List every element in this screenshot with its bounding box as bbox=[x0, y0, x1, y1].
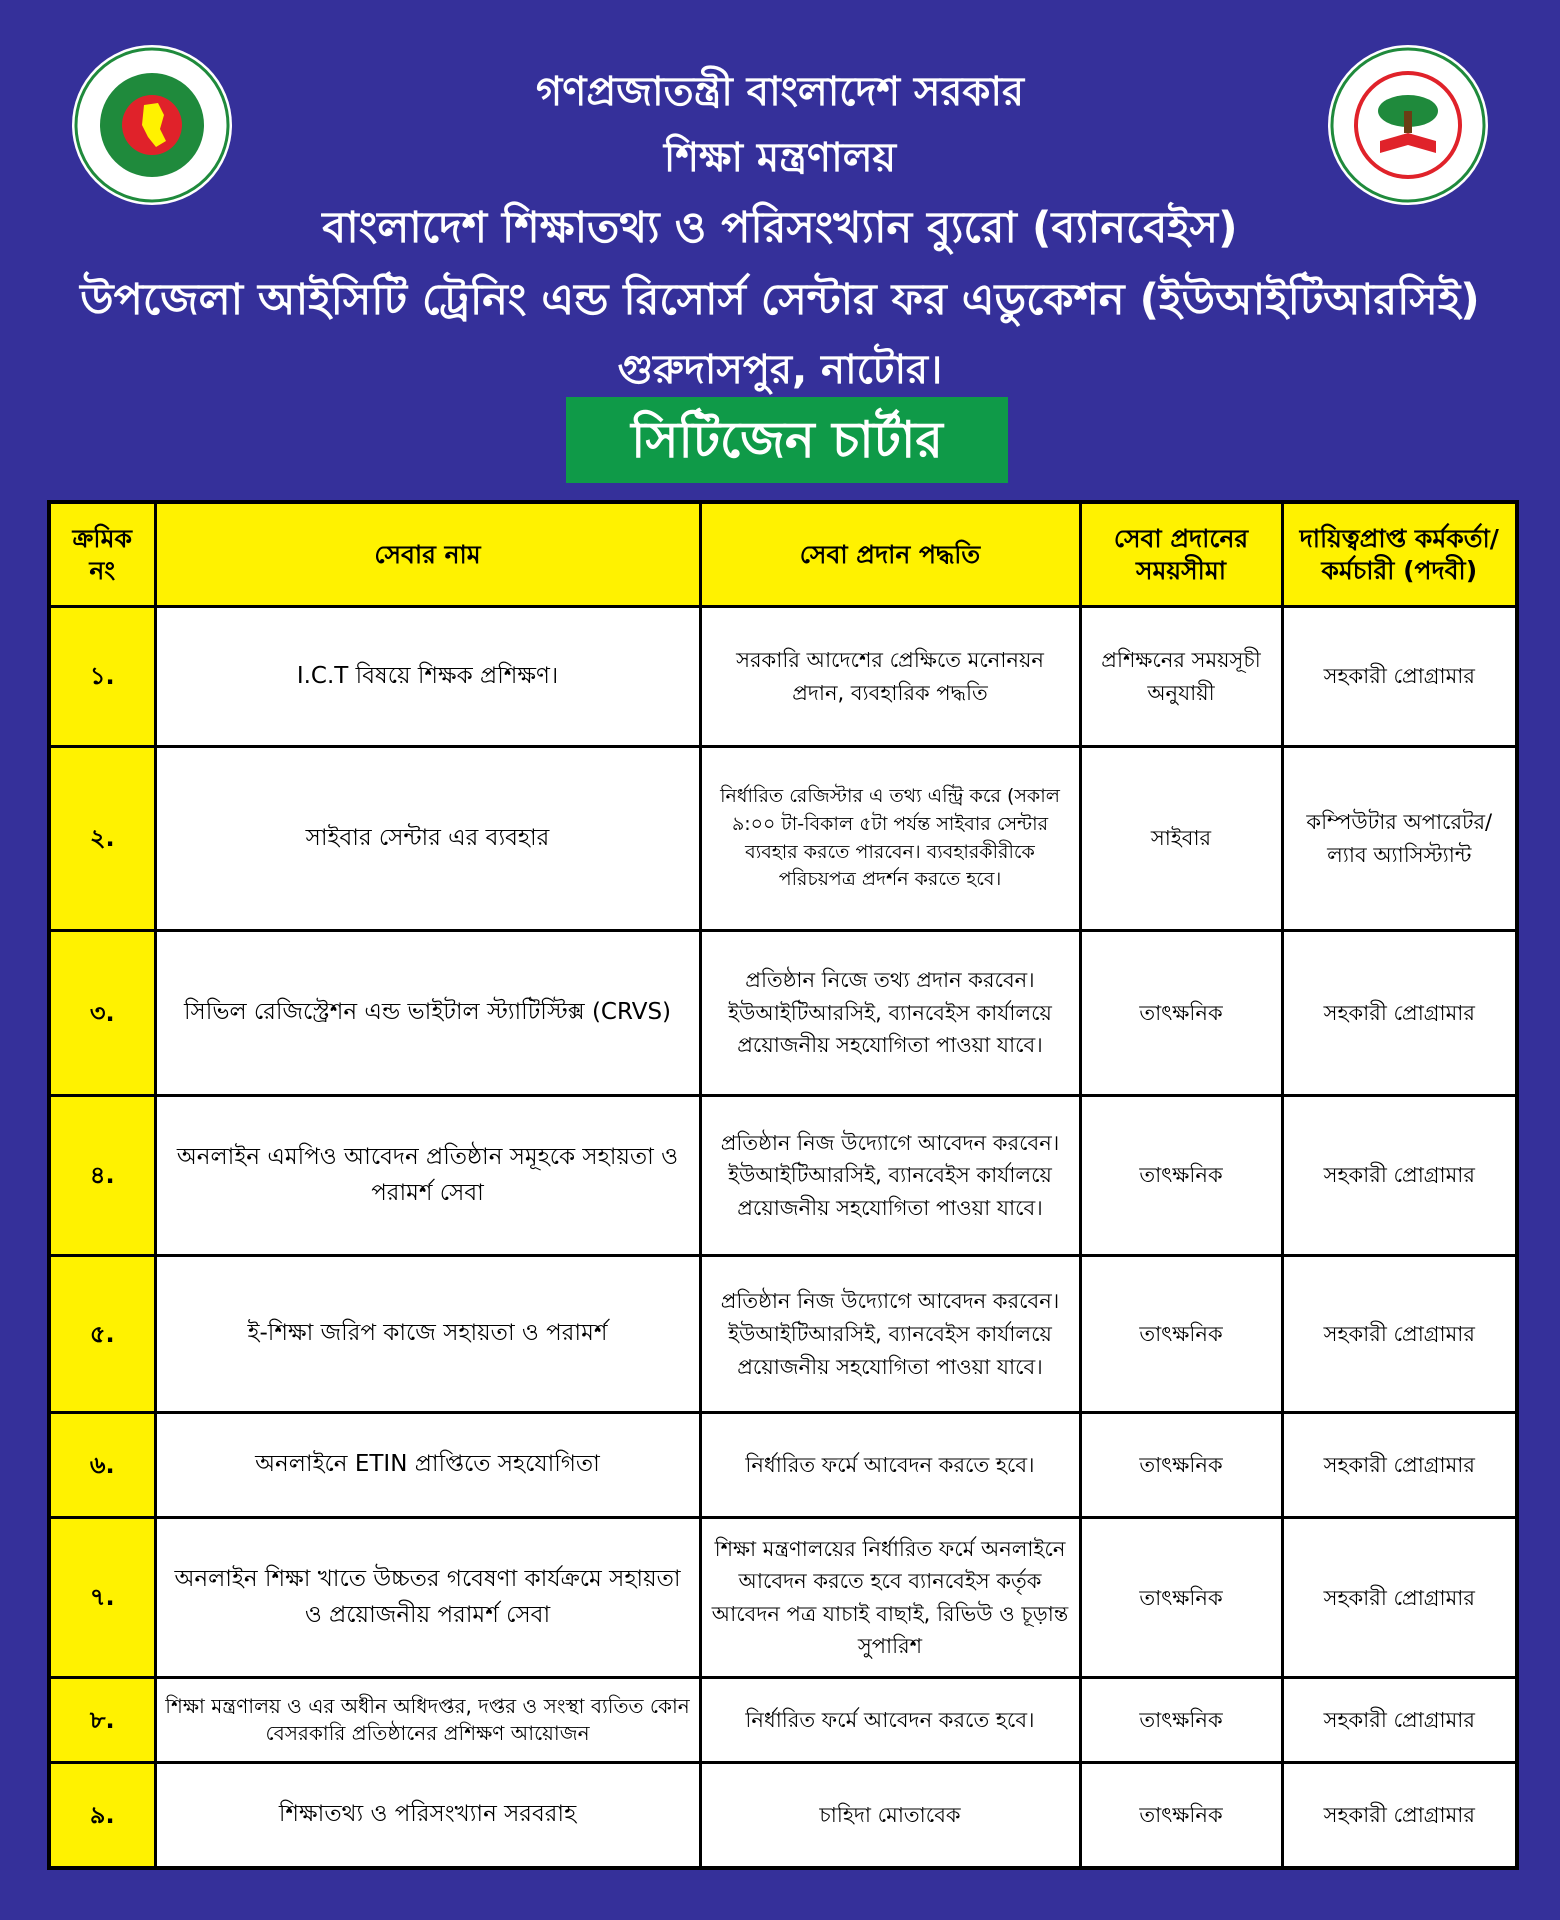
method-cell: চাহিদা মোতাবেক bbox=[700, 1763, 1080, 1868]
column-header-service: সেবার নাম bbox=[155, 502, 700, 607]
time-cell: প্রশিক্ষনের সময়সূচী অনুযায়ী bbox=[1080, 607, 1282, 747]
table-row bbox=[49, 1763, 1517, 1868]
service-cell: ই-শিক্ষা জরিপ কাজে সহায়তা ও পরামর্শ bbox=[155, 1256, 700, 1413]
location-title: গুরুদাসপুর, নাটোর। bbox=[617, 347, 943, 393]
officer-cell: সহকারী প্রোগ্রামার bbox=[1282, 1763, 1517, 1868]
table-header-row bbox=[49, 502, 1517, 607]
method-cell: প্রতিষ্ঠান নিজে তথ্য প্রদান করবেন। ইউআইটিআরসিই, ব্যানবেইস কার্যালয়ে প্রয়োজনীয় সহযোগিতা পাওয়া যাবে। bbox=[700, 931, 1080, 1096]
service-cell: I.C.T বিষয়ে শিক্ষক প্রশিক্ষণ। bbox=[155, 607, 700, 747]
serial-cell: ৬. bbox=[49, 1413, 155, 1518]
service-cell: অনলাইন শিক্ষা খাতে উচ্চতর গবেষণা কার্যক্রমে সহায়তা ও প্রয়োজনীয় পরামর্শ সেবা bbox=[155, 1518, 700, 1678]
government-title: গণপ্রজাতন্ত্রী বাংলাদেশ সরকার bbox=[536, 69, 1024, 115]
officer-cell: সহকারী প্রোগ্রামার bbox=[1282, 1256, 1517, 1413]
serial-cell: ৯. bbox=[49, 1763, 155, 1868]
table-row bbox=[49, 747, 1517, 931]
method-cell: সরকারি আদেশের প্রেক্ষিতে মনোনয়ন প্রদান, ব্যবহারিক পদ্ধতি bbox=[700, 607, 1080, 747]
officer-cell: সহকারী প্রোগ্রামার bbox=[1282, 607, 1517, 747]
service-cell: শিক্ষা মন্ত্রণালয় ও এর অধীন অধিদপ্তর, দপ্তর ও সংস্থা ব্যতিত কোন বেসরকারি প্রতিষ্ঠানের প্রশিক্ষণ আয়োজন bbox=[155, 1678, 700, 1763]
time-cell: তাৎক্ষনিক bbox=[1080, 1413, 1282, 1518]
table-row bbox=[49, 1518, 1517, 1678]
service-cell: অনলাইনে ETIN প্রাপ্তিতে সহযোগিতা bbox=[155, 1413, 700, 1518]
time-cell: সাইবার bbox=[1080, 747, 1282, 931]
officer-cell: সহকারী প্রোগ্রামার bbox=[1282, 1096, 1517, 1256]
serial-cell: ৩. bbox=[49, 931, 155, 1096]
officer-cell: সহকারী প্রোগ্রামার bbox=[1282, 931, 1517, 1096]
time-cell: তাৎক্ষনিক bbox=[1080, 931, 1282, 1096]
service-cell: অনলাইন এমপিও আবেদন প্রতিষ্ঠান সমূহকে সহায়তা ও পরামর্শ সেবা bbox=[155, 1096, 700, 1256]
table-row bbox=[49, 607, 1517, 747]
column-header-time: সেবা প্রদানের সময়সীমা bbox=[1080, 502, 1282, 607]
header bbox=[0, 0, 1560, 393]
table-row bbox=[49, 931, 1517, 1096]
center-title: উপজেলা আইসিটি ট্রেনিং এন্ড রিসোর্স সেন্টার ফর এডুকেশন (ইউআইটিআরসিই) bbox=[80, 275, 1480, 325]
serial-cell: ৮. bbox=[49, 1678, 155, 1763]
table-row bbox=[49, 1096, 1517, 1256]
officer-cell: সহকারী প্রোগ্রামার bbox=[1282, 1678, 1517, 1763]
table-row bbox=[49, 1678, 1517, 1763]
officer-cell: কম্পিউটার অপারেটর/ল্যাব অ্যাসিস্ট্যান্ট bbox=[1282, 747, 1517, 931]
method-cell: প্রতিষ্ঠান নিজ উদ্যোগে আবেদন করবেন। ইউআইটিআরসিই, ব্যানবেইস কার্যালয়ে প্রয়োজনীয় সহযোগিতা পাওয়া যাবে। bbox=[700, 1096, 1080, 1256]
table-row bbox=[49, 1413, 1517, 1518]
method-cell: শিক্ষা মন্ত্রণালয়ের নির্ধারিত ফর্মে অনলাইনে আবেদন করতে হবে ব্যানবেইস কর্তৃক আবেদন পত্র যাচাই বাছাই, রিভিউ ও চূড়ান্ত সুপারিশ bbox=[700, 1518, 1080, 1678]
time-cell: তাৎক্ষনিক bbox=[1080, 1096, 1282, 1256]
method-cell: প্রতিষ্ঠান নিজ উদ্যোগে আবেদন করবেন। ইউআইটিআরসিই, ব্যানবেইস কার্যালয়ে প্রয়োজনীয় সহযোগিতা পাওয়া যাবে। bbox=[700, 1256, 1080, 1413]
serial-cell: ৪. bbox=[49, 1096, 155, 1256]
serial-cell: ৫. bbox=[49, 1256, 155, 1413]
method-cell: নির্ধারিত ফর্মে আবেদন করতে হবে। bbox=[700, 1678, 1080, 1763]
time-cell: তাৎক্ষনিক bbox=[1080, 1256, 1282, 1413]
time-cell: তাৎক্ষনিক bbox=[1080, 1763, 1282, 1868]
time-cell: তাৎক্ষনিক bbox=[1080, 1678, 1282, 1763]
bureau-title: বাংলাদেশ শিক্ষাতথ্য ও পরিসংখ্যান ব্যুরো (ব্যানবেইস) bbox=[322, 203, 1238, 253]
officer-cell: সহকারী প্রোগ্রামার bbox=[1282, 1413, 1517, 1518]
method-cell: নির্ধারিত রেজিস্টার এ তথ্য এন্ট্রি করে (সকাল ৯:০০ টা-বিকাল ৫টা পর্যন্ত সাইবার সেন্টার ব্যবহার করতে পারবেন। ব্যবহারকীরীকে পরিচয়পত্র প্রদর্শন করতে হবে। bbox=[700, 747, 1080, 931]
citizen-charter-table bbox=[47, 500, 1519, 1870]
serial-cell: ৭. bbox=[49, 1518, 155, 1678]
ministry-title: শিক্ষা মন্ত্রণালয় bbox=[663, 135, 897, 181]
method-cell: নির্ধারিত ফর্মে আবেদন করতে হবে। bbox=[700, 1413, 1080, 1518]
table-row bbox=[49, 1256, 1517, 1413]
citizen-charter-banner: সিটিজেন চার্টার bbox=[566, 397, 1008, 483]
service-cell: সিভিল রেজিস্ট্রেশন এন্ড ভাইটাল স্ট্যাটিস্টিক্স (CRVS) bbox=[155, 931, 700, 1096]
service-cell: শিক্ষাতথ্য ও পরিসংখ্যান সরবরাহ bbox=[155, 1763, 700, 1868]
serial-cell: ২. bbox=[49, 747, 155, 931]
time-cell: তাৎক্ষনিক bbox=[1080, 1518, 1282, 1678]
column-header-serial: ক্রমিক নং bbox=[49, 502, 155, 607]
officer-cell: সহকারী প্রোগ্রামার bbox=[1282, 1518, 1517, 1678]
column-header-officer: দায়িত্বপ্রাপ্ত কর্মকর্তা/ কর্মচারী (পদবী) bbox=[1282, 502, 1517, 607]
service-cell: সাইবার সেন্টার এর ব্যবহার bbox=[155, 747, 700, 931]
serial-cell: ১. bbox=[49, 607, 155, 747]
column-header-method: সেবা প্রদান পদ্ধতি bbox=[700, 502, 1080, 607]
